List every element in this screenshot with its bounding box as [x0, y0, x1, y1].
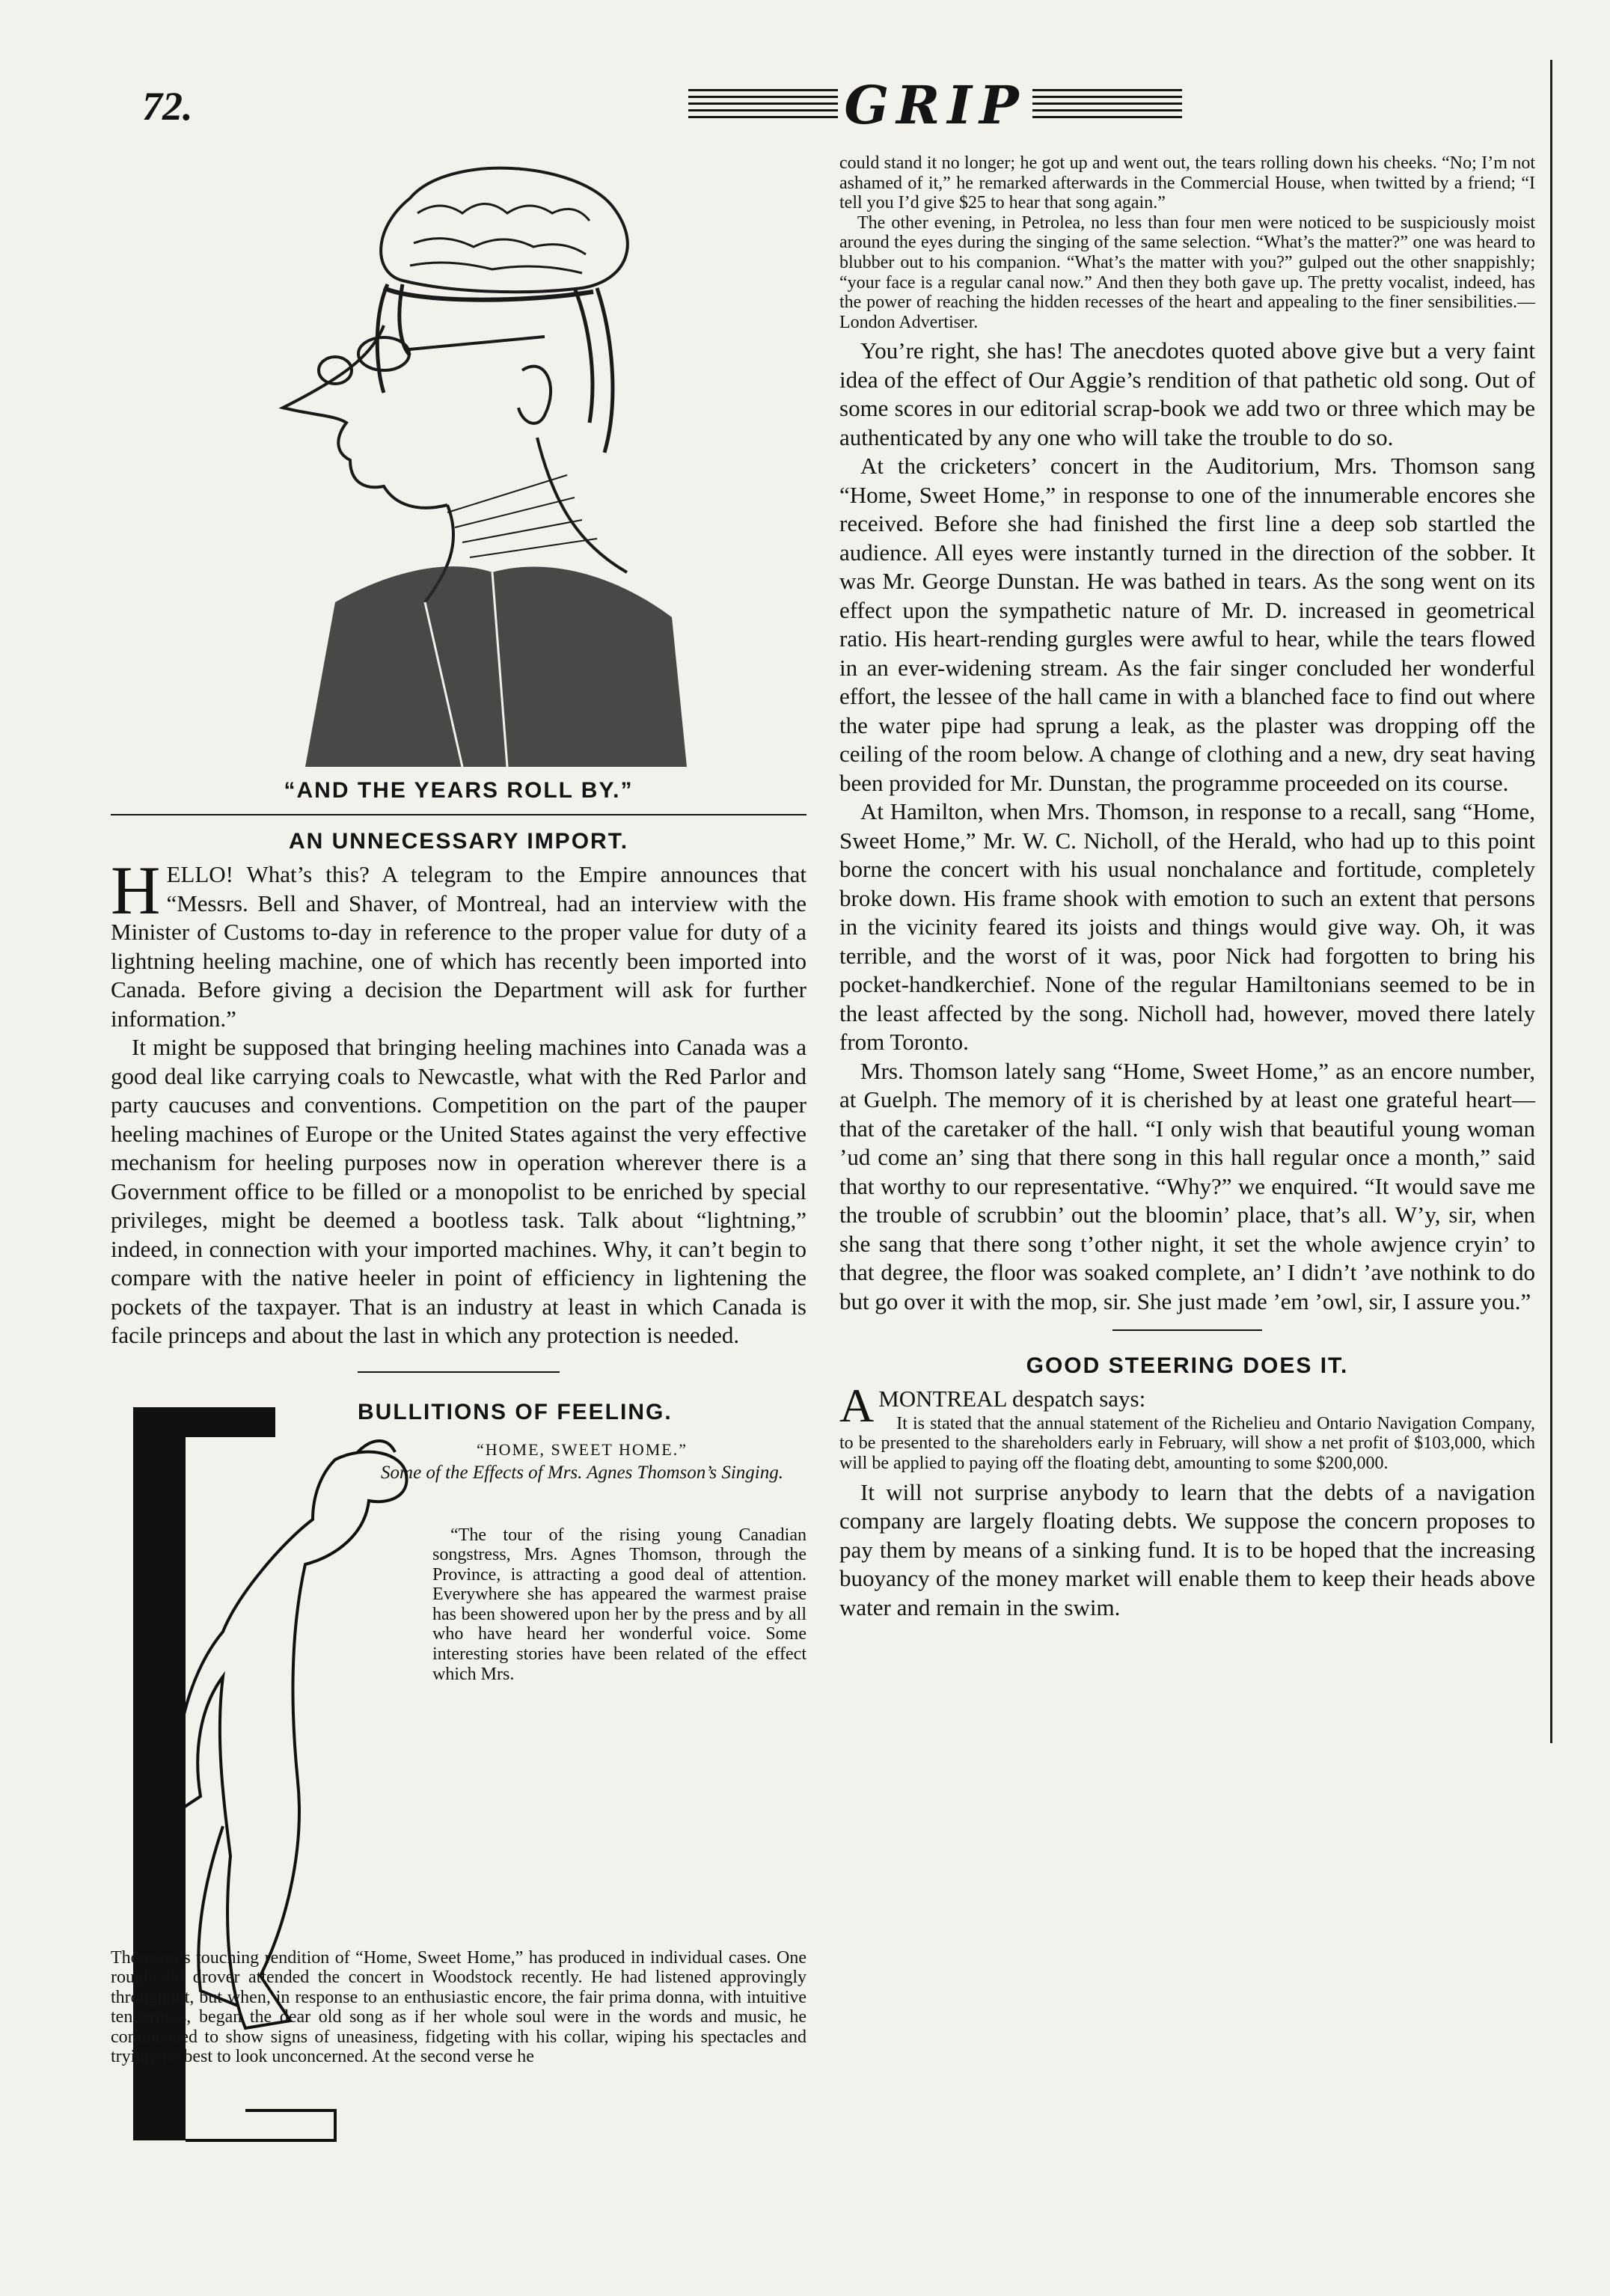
- dropcap-h: H: [111, 852, 161, 928]
- masthead-title: GRIP: [844, 74, 1026, 136]
- article2-text-narrow: [432, 1525, 806, 1685]
- article-ebullitions: [111, 1400, 806, 2155]
- page-number: 72.: [142, 84, 193, 129]
- article1-paragraph-2: It might be supposed that bringing heeling machines into Canada was a good deal like carrying coals to Newcastle, what with the Red Parlor and party caucuses and conventions. Competition on the part of the pauper heeling machines of Europe or the United States against the very effective mechanism for heeling purposes now in operation wherever there is a Government office to be filled or a monopolist to be enriched by special privileges, might be deemed a bootless task. Talk about “lightning,” indeed, in connection with your imported machines. Why, it can’t begin to compare with the native heeler in point of efficiency in lightening the pockets of the taxpayer. That is an industry at least in which Canada is facile princeps and about the last in which any protection is needed.: [111, 1034, 806, 1348]
- article2-continuation-1: could stand it no longer; he got up and went out, the tears rolling down his cheeks. “No; I’m not ashamed of it,” he remarked afterwards in the Commercial House, when twitted by a friend; “I tell you I’d give $25 to hear that song again.”: [839, 153, 1535, 213]
- article1-paragraph-1: [111, 852, 806, 1033]
- article-title-good-steering: GOOD STEERING DOES IT.: [1026, 1353, 1349, 1379]
- section-rule: [358, 1371, 560, 1373]
- page-header: [105, 74, 1549, 138]
- article3-lead-text: MONTREAL despatch says:: [878, 1386, 1146, 1412]
- article2-paragraph-1b: Thomson’s touching rendition of “Home, Sweet Home,” has produced in individual cases. One rough old drover attended the concert in Woodstock recently. He had listened approvingly throughout, but when, in response to an enthusiastic encore, the fair prima donna, with intuitive tenderness, began the dear old song as if her whole soul were in the words and music, he commenced to show signs of uneasiness, fidgeting with his collar, wiping his spectacles and trying his best to look unconcerned. At the second verse he: [111, 1947, 806, 2067]
- article2-paragraph-6: Mrs. Thomson lately sang “Home, Sweet Home,” as an encore number, at Guelph. The memory of it is cherished by at least one grateful heart—that of the caretaker of the hall. “I only wish that beautiful young woman ’ud come an’ sing that there song in this hall regular once a month,” said that worthy to our representative. “Why?” we enquired. “It would save me the trouble of scrubbin’ out the bloomin’ place, that’s all. W’y, sir, when she sang that there song t’other night, it set the whole awjence cryin’ to that degree, the floor was soaked complete, an’ I didn’t ’ave nothink to do but go over it with the mop, sir. She just made ’em ’owl, sir, I assure you.”: [839, 1057, 1535, 1314]
- column-rule: [1550, 60, 1552, 1743]
- article3-quote: It is stated that the annual statement of the Richelieu and Ontario Navigation Company, to be presented to the shareholders early in February, will show a net profit of $103,000, which will be applied to paying off the floating debt, amounting to some $200,000.: [839, 1413, 1535, 1474]
- right-column: [839, 153, 1535, 1622]
- article2-subtitle: “HOME, SWEET HOME.”: [477, 1439, 688, 1459]
- article2-paragraph-3: You’re right, she has! The anecdotes quoted above give but a very faint idea of the effect of Our Aggie’s rendition of that pathetic old song. Out of some scores in our editorial scrap-book we add two or three which may be authenticated by any one who will take the trouble to do so.: [839, 337, 1535, 450]
- illustration-caption: “AND THE YEARS ROLL BY.”: [284, 778, 634, 803]
- masthead-rule-left: [688, 89, 838, 119]
- article2-continuation-2: The other evening, in Petrolea, no less than four men were noticed to be suspiciously moist around the eyes during the singing of the same selection. “What’s the matter?” one was heard to blubber out to his companion. “What’s the matter with you?” gulped out the other snappishly; “your face is a regular canal now.” And then they both gave up. The pretty vocalist, indeed, has the power of reaching the hidden recesses of the heart and appealing to the finer sensibilities.—London Advertiser.: [839, 212, 1535, 332]
- article-title-ebullitions: BULLITIONS OF FEELING.: [358, 1399, 673, 1424]
- article2-paragraph-4: At the cricketers’ concert in the Auditorium, Mrs. Thomson sang “Home, Sweet Home,” in response to one of the innumerable encores she received. Before she had finished the first line a deep sob startled the audience. All eyes were instantly turned in the direction of the sobber. It was Mr. George Dunstan. He was bathed in tears. As the song went on its effect upon the sympathetic nature of Mr. D. increased in geometrical ratio. His heart-rending gurgles were awful to hear, while the tears flowed in an ever-widening stream. As the fair singer concluded her wonderful effort, the lessee of the hall came in with a blanched face to find out where the water pipe had sprung a leak, as the plaster was dropping off the ceiling of the room below. A change of clothing and a new, dry seat having been provided for Mr. Dunstan, the programme proceeded on its course.: [839, 453, 1535, 796]
- article2-subtitle-italic: Some of the Effects of Mrs. Agnes Thomson’s Singing.: [381, 1462, 783, 1483]
- article1-paragraph-1-text: ELLO! What’s this? A telegram to the Empire announces that “Messrs. Bell and Shaver, of Montreal, had an interview with the Minister of Customs to-day in reference to the proper value for duty of a lightning heeling machine, one of which has recently been imported into Canada. Before giving a decision the Department will ask for further information.”: [111, 861, 806, 1032]
- ebullitions-heading: [358, 1400, 806, 1491]
- article2-paragraph-1a: “The tour of the rising young Canadian songstress, Mrs. Agnes Thomson, through the Province, is attracting a good deal of attention. Everywhere she has appeared the warmest praise has been showered upon her by the press and by all who have heard her wonderful voice. Some interesting stories have been related of the effect which Mrs.: [432, 1525, 806, 1684]
- left-column: [111, 153, 806, 2155]
- caricature-illustration: [111, 153, 806, 778]
- section-rule-right: [1112, 1329, 1262, 1331]
- article3-lead: [839, 1379, 1535, 1433]
- article-title-unnecessary-import: AN UNNECESSARY IMPORT.: [288, 829, 629, 854]
- article2-paragraph-5: At Hamilton, when Mrs. Thomson, in response to a recall, sang “Home, Sweet Home,” Mr. W. C. Nicholl, of the Herald, who had up to this point borne the concert with his usual nonchalance and fortitude, completely broke down. His frame shook with emotion to such an extent that persons in the vicinity feared its joists and things would give way. Oh, it was terrible, and the worst of it was, poor Nick had forgotten to bring his pocket-handkerchief. None of the regular Hamiltonians seemed to be in the least affected by the song. Nicholl had, however, moved there lately from Toronto.: [839, 798, 1535, 1056]
- divider-rule: [111, 814, 806, 815]
- masthead: [688, 74, 1182, 136]
- article3-paragraph-2: It will not surprise anybody to learn that the debts of a navigation company are largely floating debts. We suppose the concern proposes to pay them by means of a sinking fund. It is to be hoped that the increasing buoyancy of the money market will enable them to keep their heads above water and remain in the swim.: [839, 1478, 1535, 1620]
- masthead-rule-right: [1032, 89, 1182, 119]
- article2-text-wide: [111, 1948, 806, 2068]
- dropcap-a: A: [839, 1379, 875, 1433]
- portrait-drawing: [223, 153, 702, 774]
